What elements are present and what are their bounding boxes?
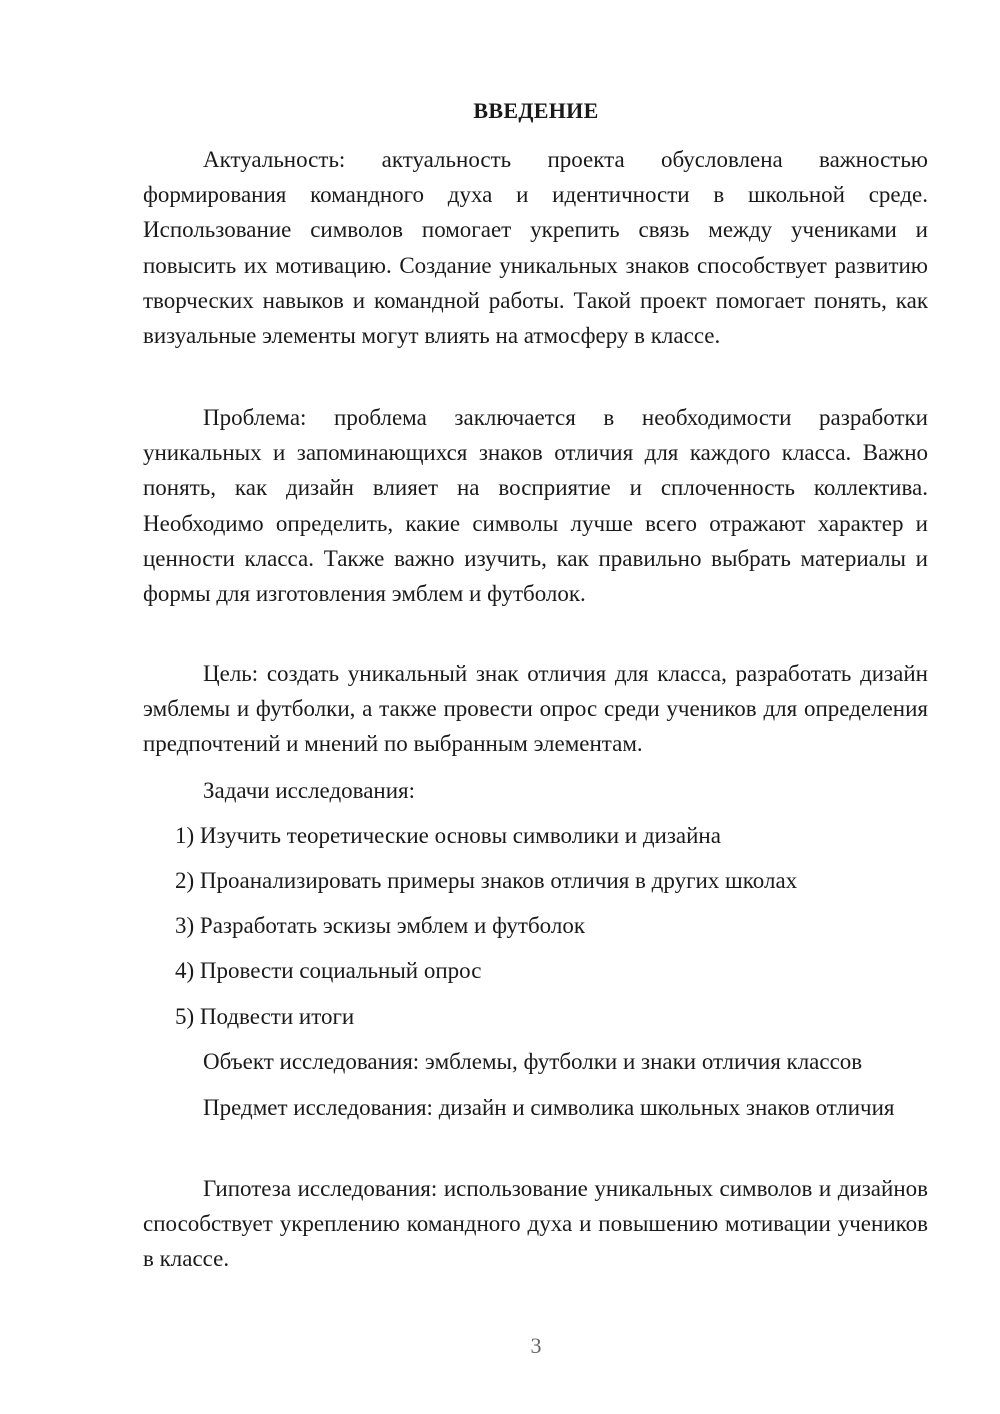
task-item: 3) Разработать эскизы эмблем и футболок [175,913,586,938]
page-number: 3 [530,1333,542,1358]
page-title: ВВЕДЕНИЕ [473,98,599,123]
task-item: 2) Проанализировать примеры знаков отличия в других школах [175,868,798,893]
subject-paragraph: Предмет исследования: дизайн и символика школьных знаков отличия [203,1095,895,1120]
task-item: 4) Провести социальный опрос [175,958,482,983]
goal-paragraph: Цель: создать уникальный знак отличия для класса, разработать дизайн эмблемы и футболки, а также провести опрос среди учеников для определения предпочтений и мнений по выбранным элементам. [143,661,928,757]
hypothesis-paragraph: Гипотеза исследования: использование уникальных символов и дизайнов способствует укреплению командного духа и повышению мотивации учеников в классе. [143,1176,928,1272]
task-item: 1) Изучить теоретические основы символики и дизайна [175,823,721,848]
object-paragraph: Объект исследования: эмблемы, футболки и знаки отличия классов [203,1049,863,1074]
relevance-paragraph: Актуальность: актуальность проекта обусловлена важностью формирования командного духа и идентичности в школьной среде. Использование символов помогает укрепить связь между учениками и повысить их мотивацию. Создание уникальных знаков способствует развитию творческих навыков и командной работы. Такой проект помогает понять, как визуальные элементы могут влиять на атмосферу в классе. [143,147,928,349]
problem-paragraph: Проблема: проблема заключается в необходимости разработки уникальных и запоминающихся знаков отличия для каждого класса. Важно понять, как дизайн влияет на восприятие и сплоченность коллектива. Необходимо определить, какие символы лучше всего отражают характер и ценности класса. Также важно изучить, как правильно выбрать материалы и формы для изготовления эмблем и футболок. [143,405,928,607]
tasks-heading: Задачи исследования: [203,778,416,803]
task-item: 5) Подвести итоги [175,1004,355,1029]
